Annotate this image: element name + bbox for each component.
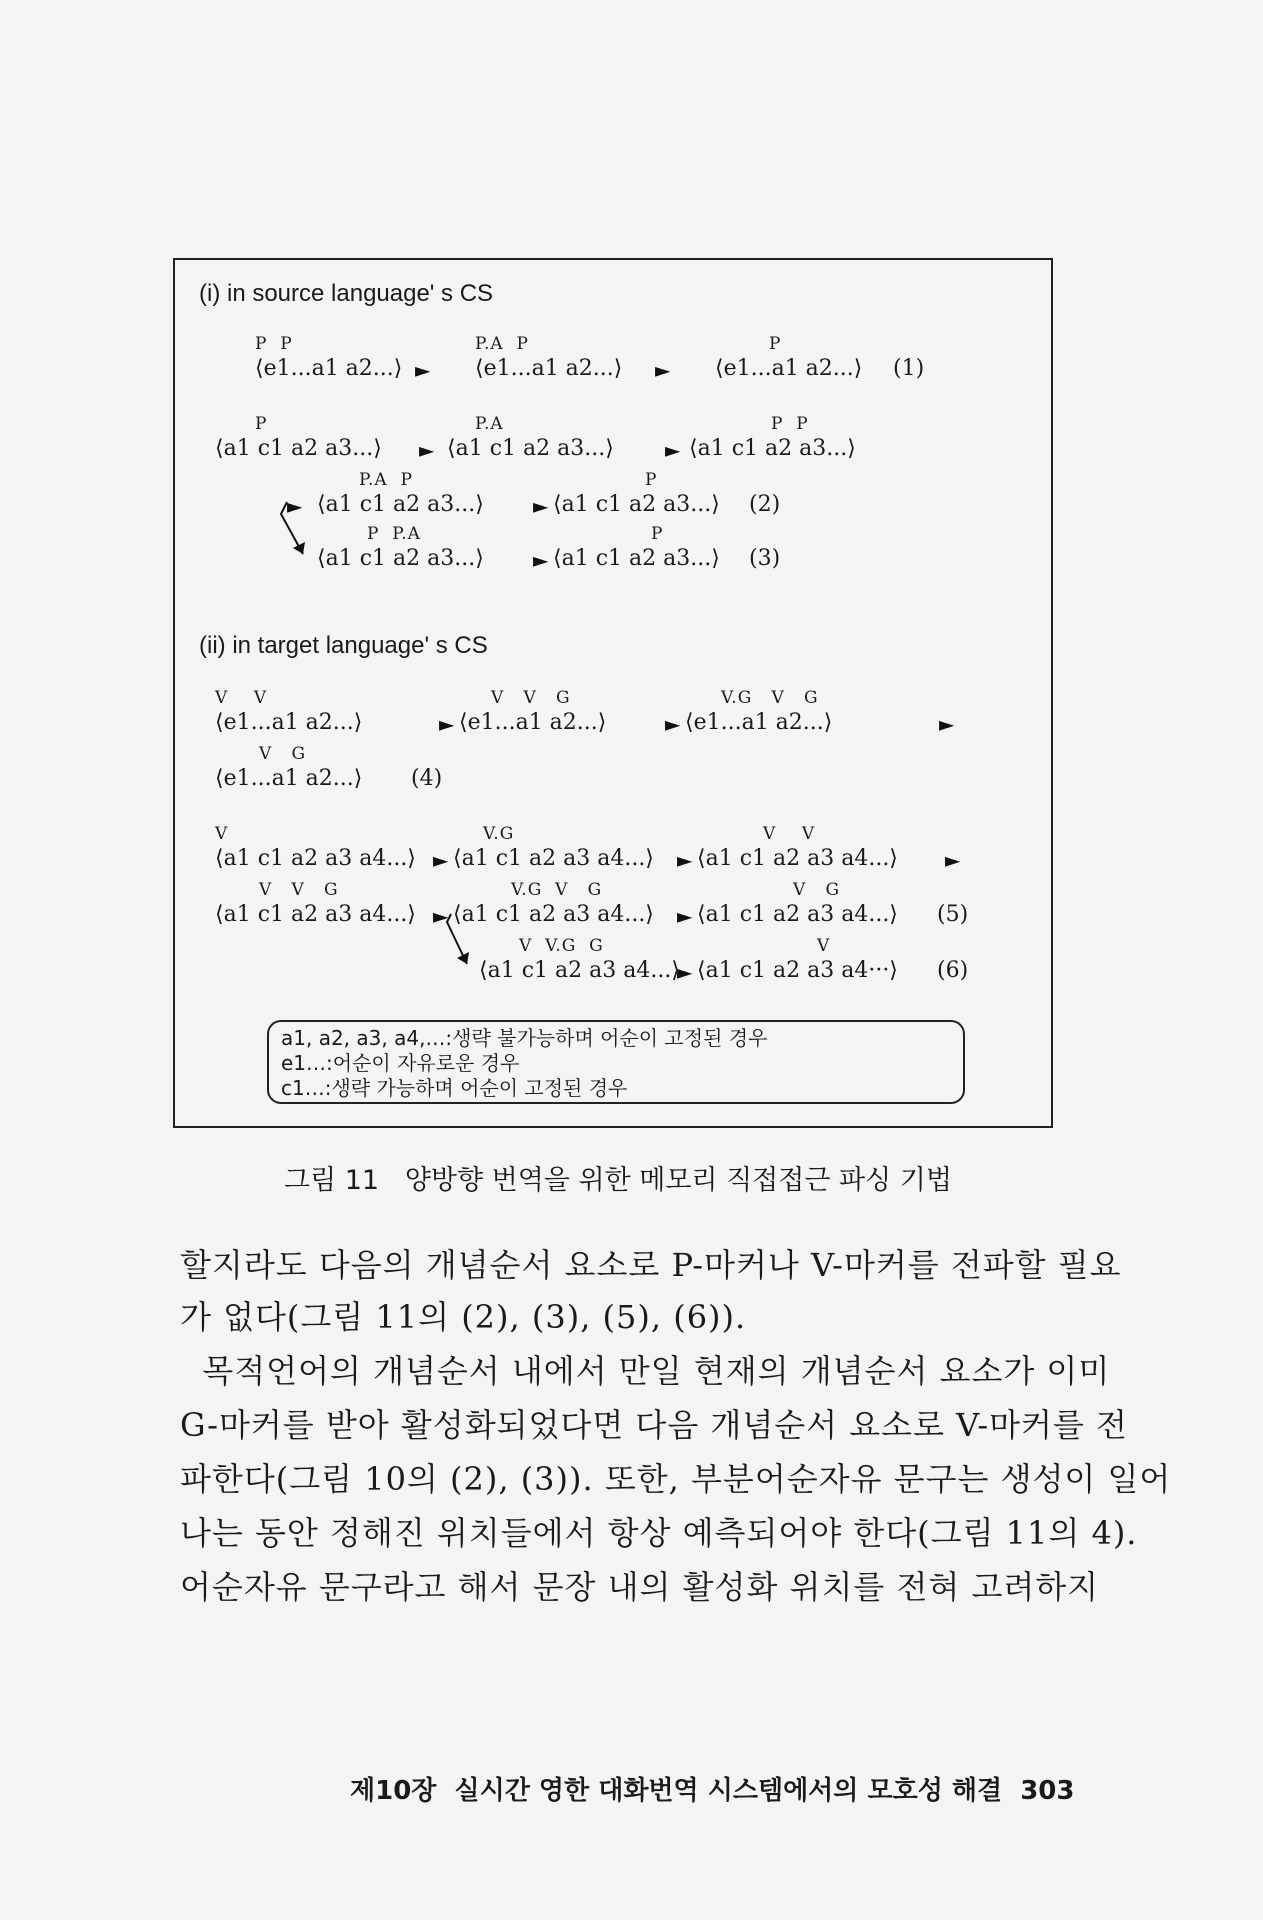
- row-number: (1): [893, 356, 925, 381]
- target-section-title: (ii) in target language' s CS: [199, 632, 488, 659]
- marker-label: P P.A: [367, 524, 421, 544]
- transition-arrow: ►: [419, 438, 435, 462]
- sequence: ⟨a1 c1 a2 a3...⟩: [317, 492, 484, 517]
- sequence: ⟨a1 c1 a2 a3 a4...⟩: [697, 902, 898, 927]
- sequence: ⟨e1...a1 a2...⟩: [685, 710, 833, 735]
- marker-label: V V: [763, 824, 816, 844]
- row-number: (6): [937, 958, 969, 983]
- marker-label: V G: [793, 880, 841, 900]
- branch-arrow-icon: [275, 494, 325, 568]
- transition-arrow: ►: [533, 548, 549, 572]
- marker-label: V V: [215, 688, 268, 708]
- legend-box: [267, 1020, 965, 1104]
- body-line: G-마커를 받아 활성화되었다면 다음 개념순서 요소로 V-마커를 전: [180, 1406, 1128, 1444]
- transition-arrow: ►: [665, 712, 681, 736]
- sequence: ⟨e1...a1 a2...⟩: [215, 766, 363, 791]
- marker-label: V V.G G: [519, 936, 604, 956]
- transition-arrow: ►: [939, 712, 955, 736]
- transition-arrow: ►: [945, 848, 961, 872]
- marker-label: V.G V G: [511, 880, 603, 900]
- sequence: ⟨a1 c1 a2 a3 a4...⟩: [453, 902, 654, 927]
- page-footer: 제10장 실시간 영한 대화번역 시스템에서의 모호성 해결 303: [350, 1776, 1075, 1806]
- sequence: ⟨a1 c1 a2 a3 a4...⟩: [697, 846, 898, 871]
- sequence: ⟨a1 c1 a2 a3...⟩: [215, 436, 382, 461]
- marker-label: P: [645, 470, 658, 490]
- sequence: ⟨e1...a1 a2...⟩: [255, 356, 403, 381]
- body-line: 어순자유 문구라고 해서 문장 내의 활성화 위치를 전혀 고려하지: [180, 1568, 1100, 1606]
- marker-label: P: [769, 334, 782, 354]
- sequence: ⟨a1 c1 a2 a3...⟩: [317, 546, 484, 571]
- body-line: 나는 동안 정해진 위치들에서 항상 예측되어야 한다(그림 11의 4).: [180, 1514, 1138, 1552]
- sequence: ⟨a1 c1 a2 a3 a4...⟩: [479, 958, 680, 983]
- marker-label: V G: [259, 744, 307, 764]
- branch-arrow-icon: [441, 908, 491, 978]
- row-number: (4): [411, 766, 443, 791]
- transition-arrow: ►: [433, 904, 449, 928]
- sequence: ⟨e1...a1 a2...⟩: [475, 356, 623, 381]
- figure-11: [173, 258, 1053, 1128]
- marker-label: P: [651, 524, 664, 544]
- sequence: ⟨e1...a1 a2...⟩: [215, 710, 363, 735]
- source-section-title: (i) in source language' s CS: [199, 280, 494, 307]
- marker-label: P P: [255, 334, 293, 354]
- body-line: 가 없다(그림 11의 (2), (3), (5), (6)).: [180, 1298, 747, 1336]
- row-number: (2): [749, 492, 781, 517]
- marker-label: V V G: [491, 688, 571, 708]
- legend-item: a1, a2, a3, a4,…:생략 불가능하며 어순이 고정된 경우: [281, 1026, 768, 1050]
- marker-label: P P: [771, 414, 809, 434]
- sequence: ⟨a1 c1 a2 a3...⟩: [553, 546, 720, 571]
- transition-arrow: ►: [655, 358, 671, 382]
- sequence: ⟨a1 c1 a2 a3...⟩: [689, 436, 856, 461]
- marker-label: V V G: [259, 880, 339, 900]
- sequence: ⟨a1 c1 a2 a3 a4...⟩: [215, 902, 416, 927]
- body-line: 파한다(그림 10의 (2), (3)). 또한, 부분어순자유 문구는 생성이 일어: [180, 1460, 1172, 1498]
- body-line: 목적언어의 개념순서 내에서 만일 현재의 개념순서 요소가 이미: [180, 1352, 1111, 1390]
- legend-item: c1…:생략 가능하며 어순이 고정된 경우: [281, 1076, 628, 1100]
- sequence: ⟨e1...a1 a2...⟩: [715, 356, 863, 381]
- sequence: ⟨a1 c1 a2 a3 a4...⟩: [215, 846, 416, 871]
- sequence: ⟨a1 c1 a2 a3...⟩: [447, 436, 614, 461]
- transition-arrow: ►: [533, 494, 549, 518]
- legend-item: e1…:어순이 자유로운 경우: [281, 1051, 520, 1075]
- sequence: ⟨e1...a1 a2...⟩: [459, 710, 607, 735]
- marker-label: V.G V G: [721, 688, 819, 708]
- marker-label: P.A: [475, 414, 504, 434]
- transition-arrow: ►: [677, 848, 693, 872]
- figure-caption: 그림 11 양방향 번역을 위한 메모리 직접접근 파싱 기법: [284, 1165, 952, 1196]
- transition-arrow: ►: [287, 494, 303, 518]
- body-line: 할지라도 다음의 개념순서 요소로 P-마커나 V-마커를 전파할 필요: [180, 1246, 1122, 1284]
- marker-label: P.A P: [475, 334, 529, 354]
- transition-arrow: ►: [677, 960, 693, 984]
- transition-arrow: ►: [439, 712, 455, 736]
- sequence: ⟨a1 c1 a2 a3 a4···⟩: [697, 958, 898, 983]
- marker-label: V: [817, 936, 831, 956]
- transition-arrow: ►: [677, 904, 693, 928]
- marker-label: P.A P: [359, 470, 413, 490]
- marker-label: V: [215, 824, 229, 844]
- transition-arrow: ►: [415, 358, 431, 382]
- marker-label: V.G: [483, 824, 515, 844]
- sequence: ⟨a1 c1 a2 a3...⟩: [553, 492, 720, 517]
- sequence: ⟨a1 c1 a2 a3 a4...⟩: [453, 846, 654, 871]
- row-number: (3): [749, 546, 781, 571]
- transition-arrow: ►: [433, 848, 449, 872]
- marker-label: P: [255, 414, 268, 434]
- row-number: (5): [937, 902, 969, 927]
- transition-arrow: ►: [665, 438, 681, 462]
